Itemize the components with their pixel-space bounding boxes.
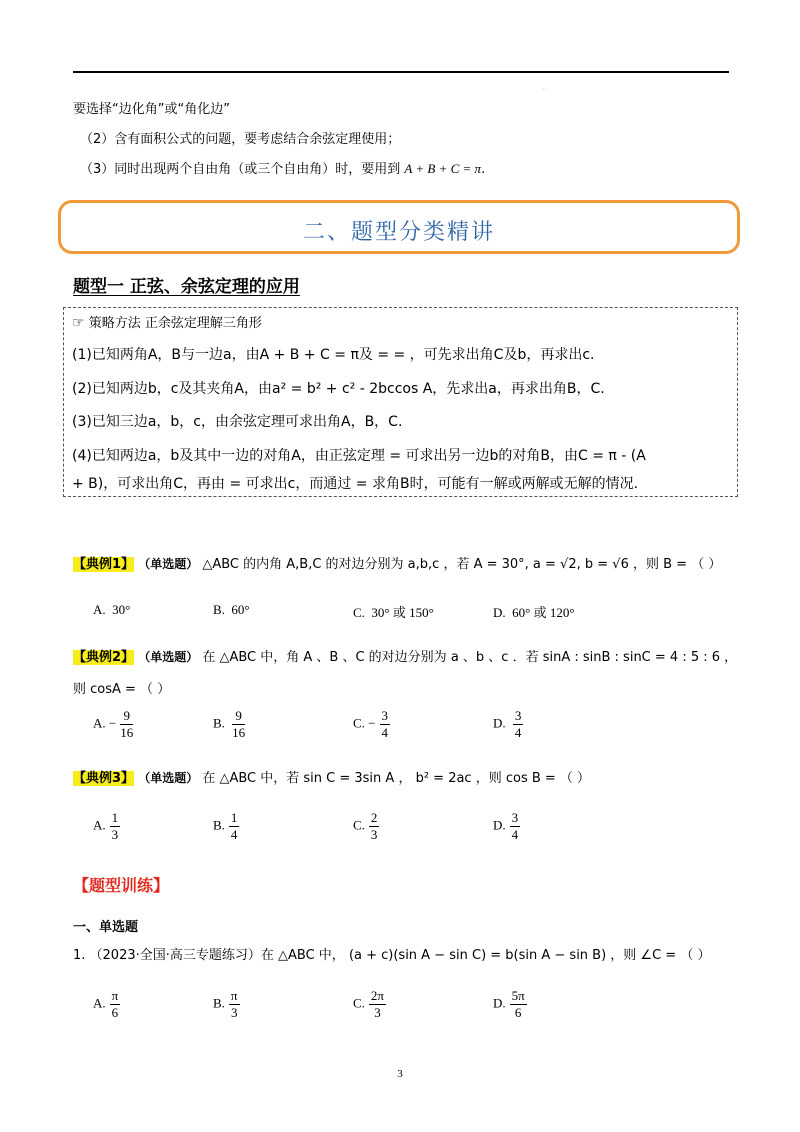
option-b: B. $\frac{\pi}{3}$ xyxy=(213,988,238,1020)
option-a: A. $\frac{1}{3}$ xyxy=(93,810,119,842)
pointing-hand-icon: ☞ xyxy=(72,315,85,331)
intro-line-2: （2）含有面积公式的问题，要考虑结合余弦定理使用； xyxy=(80,132,401,147)
option-a: A. 30° xyxy=(93,602,131,617)
intro-math: A + B + C = π xyxy=(404,161,482,176)
option-d: D. $\frac{3}{4}$ xyxy=(493,810,519,842)
option-b: B. 60° xyxy=(213,602,250,617)
page-number: 3 xyxy=(397,1068,403,1080)
section-title: 题型一 正弦、余弦定理的应用 xyxy=(73,277,300,297)
strategy-item-2: (2)已知两边b，c及其夹角A，由a² = b² + c² - 2bccos A，先求出a，再求出角B，C. xyxy=(72,381,605,397)
question-type: （单选题） xyxy=(138,557,199,571)
question-text: △ABC 的内角 A,B,C 的对边分别为 a,b,c ，若 A = 30°, a = √2, b = √6 ，则 B = （ ） xyxy=(202,557,722,572)
strategy-box xyxy=(63,307,738,497)
banner-title: 二、题型分类精讲 xyxy=(302,220,495,245)
header-dot: · xyxy=(543,86,545,93)
option-d: D. $\frac{5\pi}{6}$ xyxy=(493,988,525,1020)
option-d: D. $\frac{3}{4}$ xyxy=(493,708,522,740)
option-b: B. $\frac{1}{4}$ xyxy=(213,810,238,842)
training-title: 【题型训练】 xyxy=(73,876,170,895)
intro-line-3: （3）同时出现两个自由角（或三个自由角）时，要用到 A + B + C = π. xyxy=(80,161,486,177)
option-d: D. 60° 或 120° xyxy=(493,605,575,620)
strategy-title: 策略方法 正余弦定理解三角形 xyxy=(88,316,262,331)
section-banner xyxy=(58,200,740,254)
strategy-item-1: (1)已知两角A，B与一边a，由A + B + C = π及 = = ，可先求出角C及b，再求出c. xyxy=(72,347,595,363)
header-rule xyxy=(73,71,729,73)
option-a: A. $\frac{\pi}{6}$ xyxy=(93,988,119,1020)
strategy-item-3: (3)已知三边a，b，c，由余弦定理可求出角A，B，C. xyxy=(72,414,403,430)
example-3-question xyxy=(73,767,590,786)
option-c: C. − $\frac{3}{4}$ xyxy=(353,708,389,740)
example-tag: 【典例3】 xyxy=(73,771,135,786)
option-a: A. − $\frac{9}{16}$ xyxy=(93,708,134,740)
intro-line-1: 要选择“边化角”或“角化边” xyxy=(73,102,230,117)
example-tag: 【典例1】 xyxy=(73,557,135,572)
question-text: 在 △ABC 中，若 sin C = 3sin A ， b² = 2ac ，则 cos B = （ ） xyxy=(202,771,591,786)
option-c: C. $\frac{2\pi}{3}$ xyxy=(353,988,384,1020)
example-2-question-cont: 则 cosA = （ ） xyxy=(73,682,171,697)
example-2-question xyxy=(73,646,737,665)
question-text: 在 △ABC 中，角 A 、B 、C 的对边分别为 a 、b 、c ．若 sinA : sinB : sinC = 4 : 5 : 6 ， xyxy=(202,650,738,665)
question-type: （单选题） xyxy=(138,650,199,664)
strategy-title-row xyxy=(72,312,262,331)
strategy-item-5: + B)，可求出角C，再由 = 可求出c，而通过 = 求角B时，可能有一解或两解或无解的情况. xyxy=(72,476,639,492)
single-choice-heading: 一、单选题 xyxy=(73,920,139,935)
option-b: B. $\frac{9}{16}$ xyxy=(213,708,246,740)
strategy-item-4: (4)已知两边a，b及其中一边的对角A，由正弦定理 = 可求出另一边b的对角B，由C = π - (A xyxy=(72,448,646,464)
option-c: C. 30° 或 150° xyxy=(353,605,434,620)
question-type: （单选题） xyxy=(138,771,199,785)
option-c: C. $\frac{2}{3}$ xyxy=(353,810,378,842)
problem-1-question: 1. （2023·全国·高三专题练习）在 △ABC 中， (a + c)(sin A − sin C) = b(sin A − sin B) ，则 ∠C = （ ） xyxy=(73,948,711,963)
example-1-question xyxy=(73,553,721,572)
example-tag: 【典例2】 xyxy=(73,650,135,665)
